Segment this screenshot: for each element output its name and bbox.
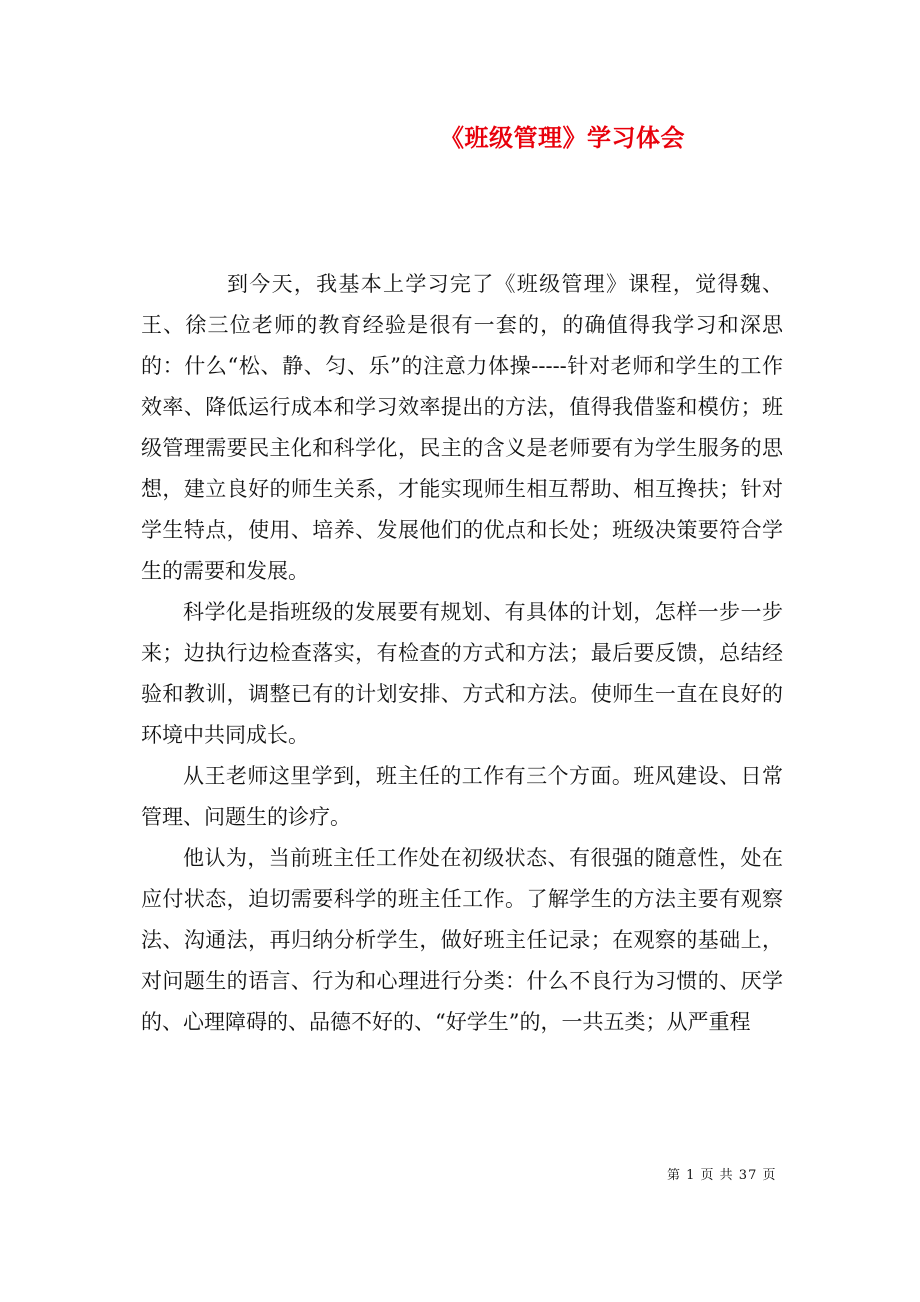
paragraph-3: 从王老师这里学到，班主任的工作有三个方面。班风建设、日常管理、问题生的诊疗。 xyxy=(141,764,783,829)
page-number-footer: 第 1 页 共 37 页 xyxy=(667,1168,777,1183)
paragraph-1: 到今天，我基本上学习完了《班级管理》课程，觉得魏、王、徐三位老师的教育经验是很有一套的，的确值得我学习和深思的：什么“松、静、匀、乐”的注意力体操-----针对老师和学生的工作效率、降低运行成本和学习效率提出的方法，值得我借鉴和模仿；班级管理需要民主化和科学化，民主的含义是老师要有为学生服务的思想，建立良好的师生关系，才能实现师生相互帮助、相互搀扶；针对学生特点，使用、培养、发展他们的优点和长处；班级决策要符合学生的需要和发展。 xyxy=(141,272,783,583)
document-title: 《班级管理》学习体会 xyxy=(440,123,685,152)
paragraph-4: 他认为，当前班主任工作处在初级状态、有很强的随意性，处在应付状态，迫切需要科学的班主任工作。了解学生的方法主要有观察法、沟通法，再归纳分析学生，做好班主任记录；在观察的基础上，对问题生的语言、行为和心理进行分类：什么不良行为习惯的、厌学的、心理障碍的、品德不好的、“好学生”的，一共五类；从严重程 xyxy=(141,846,783,1034)
document-body xyxy=(141,264,783,1043)
paragraph-2: 科学化是指班级的发展要有规划、有具体的计划，怎样一步一步来；边执行边检查落实，有检查的方式和方法；最后要反馈，总结经验和教训，调整已有的计划安排、方式和方法。使师生一直在良好的环境中共同成长。 xyxy=(141,600,783,747)
